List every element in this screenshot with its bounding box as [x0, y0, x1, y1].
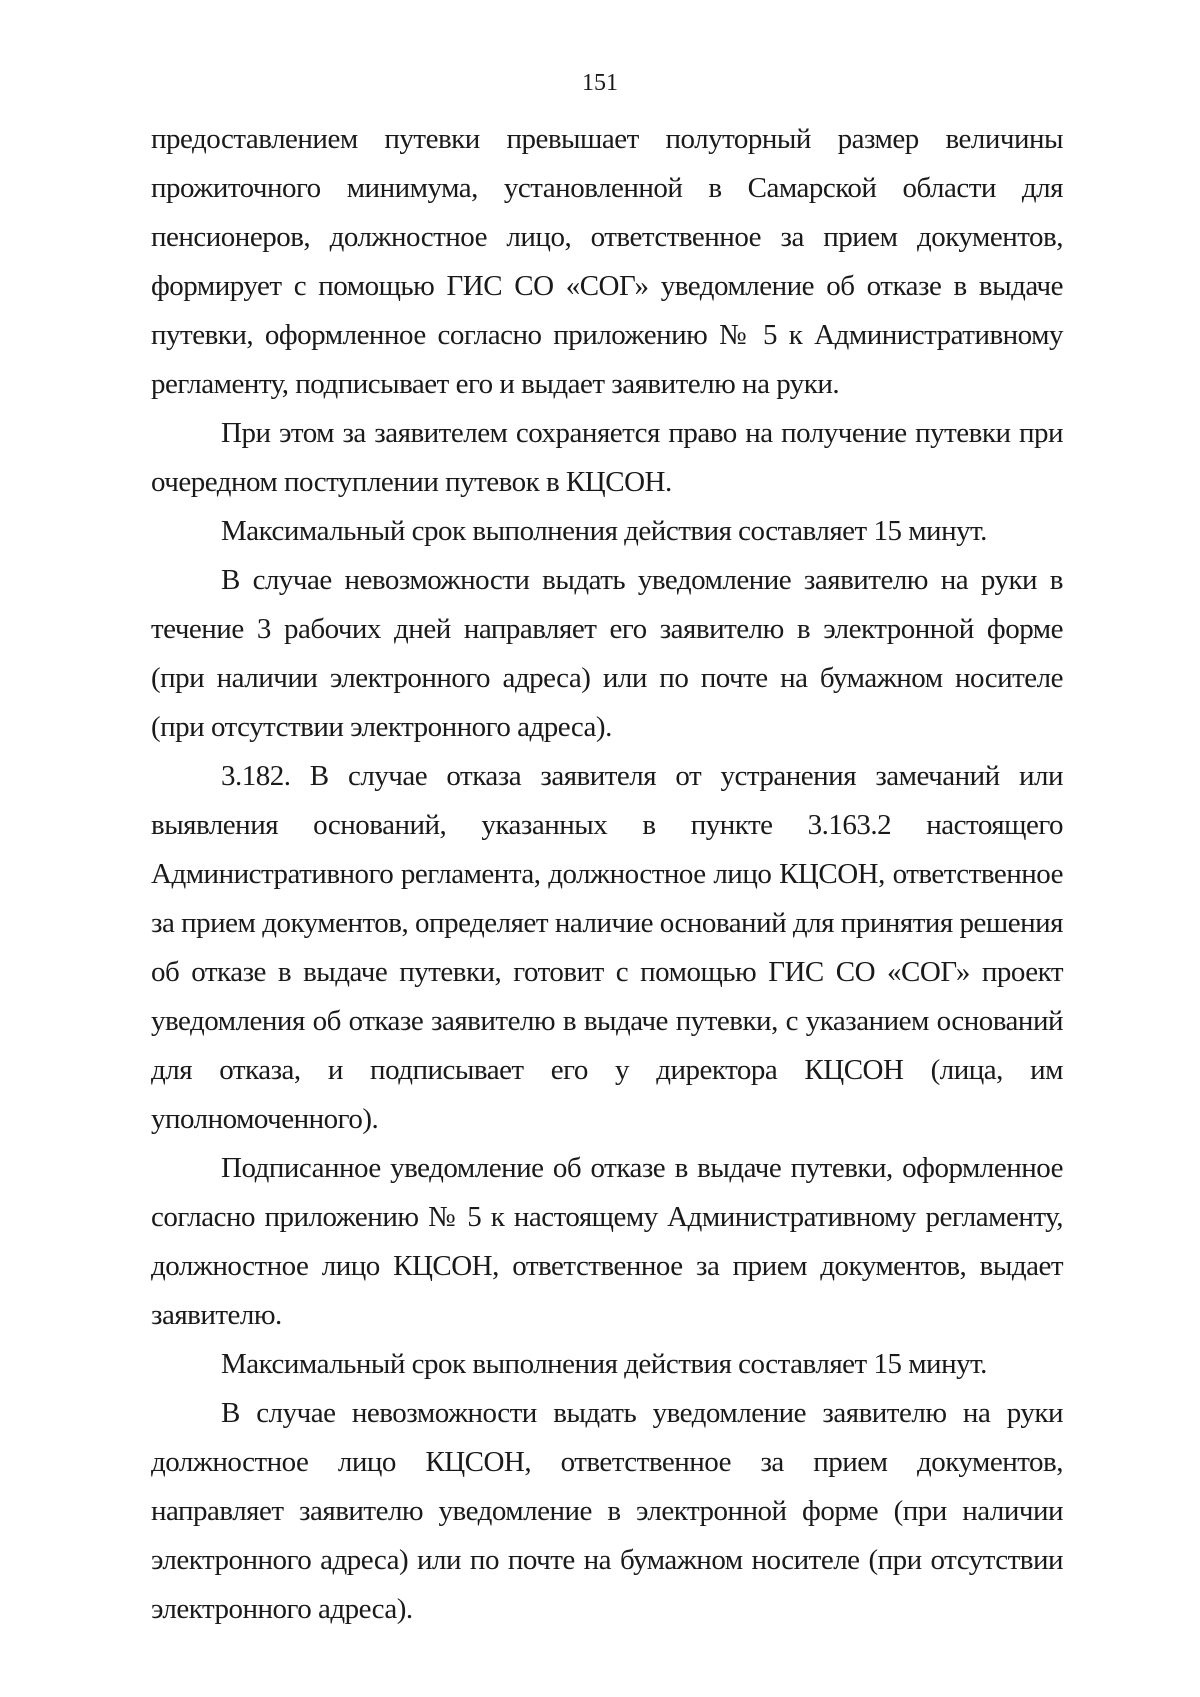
paragraph: В случае невозможности выдать уведомление заявителю на руки должностное лицо КЦСОН, ответственное за прием документов, направляет заявителю уведомление в электронной форме (при наличии электронного адреса) или по почте на бумажном носителе (при отсутствии электронного адреса). — [151, 1397, 1063, 1625]
document-body — [151, 115, 1063, 1634]
paragraph: В случае невозможности выдать уведомление заявителю на руки в течение 3 рабочих дней направляет его заявителю в электронной форме (при наличии электронного адреса) или по почте на бумажном носителе (при отсутствии электронного адреса). — [151, 564, 1063, 743]
paragraph: Максимальный срок выполнения действия составляет 15 минут. — [221, 515, 987, 547]
paragraph: предоставлением путевки превышает полуторный размер величины прожиточного минимума, установленной в Самарской области для пенсионеров, должностное лицо, ответственное за прием документов, формирует с помощью ГИС СО «СОГ» уведомление об отказе в выдаче путевки, оформленное согласно приложению № 5 к Административному регламенту, подписывает его и выдает заявителю на руки. — [151, 123, 1063, 400]
paragraph: При этом за заявителем сохраняется право на получение путевки при очередном поступлении путевок в КЦСОН. — [151, 417, 1063, 498]
paragraph: 3.182. В случае отказа заявителя от устранения замечаний или выявления оснований, указанных в пункте 3.163.2 настоящего Административного регламента, должностное лицо КЦСОН, ответственное за прием документов, определяет наличие оснований для принятия решения об отказе в выдаче путевки, готовит с помощью ГИС СО «СОГ» проект уведомления об отказе заявителю в выдаче путевки, с указанием оснований для отказа, и подписывает его у директора КЦСОН (лица, им уполномоченного). — [151, 760, 1063, 1135]
page-number: 151 — [582, 70, 618, 96]
paragraph: Максимальный срок выполнения действия составляет 15 минут. — [221, 1348, 987, 1380]
paragraph: Подписанное уведомление об отказе в выдаче путевки, оформленное согласно приложению № 5 к настоящему Административному регламенту, должностное лицо КЦСОН, ответственное за прием документов, выдает заявителю. — [151, 1152, 1063, 1331]
